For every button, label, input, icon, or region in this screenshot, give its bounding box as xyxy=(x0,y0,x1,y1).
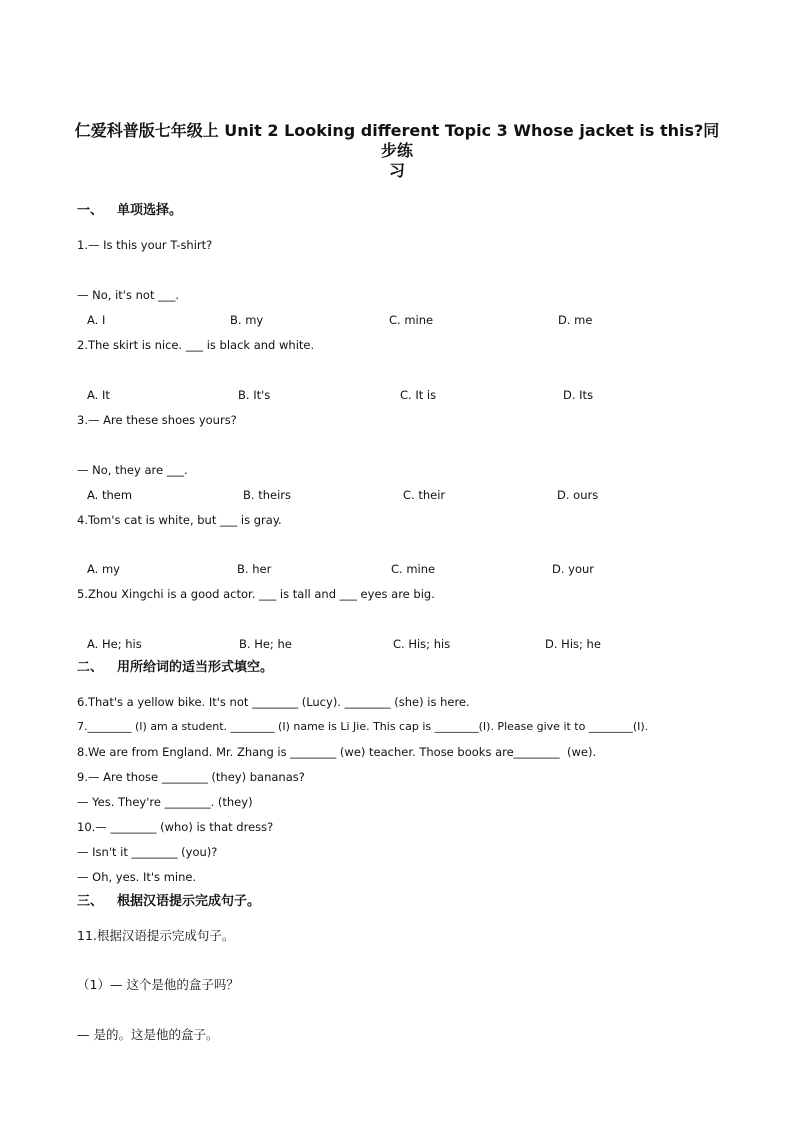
section-3-number: 三、 xyxy=(77,894,104,909)
question-4-option-d: D. your xyxy=(552,562,595,576)
question-3-option-b: B. theirs xyxy=(243,488,291,502)
question-1-option-d: D. me xyxy=(558,313,593,327)
fill-line: 8.We are from England. Mr. Zhang is ________ (we) teacher. Those books are________ (we). xyxy=(77,745,597,759)
question-5-option-c: C. His; his xyxy=(393,637,451,651)
question-3-stem: 3.— Are these shoes yours? xyxy=(77,413,237,427)
section-1-heading: 单项选择。 xyxy=(117,203,183,218)
question-2-option-c: C. It is xyxy=(400,388,437,402)
question-5-option-b: B. He; he xyxy=(239,637,292,651)
question-3-option-a: A. them xyxy=(87,488,133,502)
question-2-option-a: A. It xyxy=(87,388,110,402)
question-4-option-c: C. mine xyxy=(391,562,436,576)
fill-line: 6.That's a yellow bike. It's not ________ (Lucy). ________ (she) is here. xyxy=(77,695,470,709)
section-2-number: 二、 xyxy=(77,660,104,675)
section-2-heading: 用所给词的适当形式填空。 xyxy=(117,660,274,675)
question-1-option-a: A. I xyxy=(87,313,106,327)
section-3-heading: 根据汉语提示完成句子。 xyxy=(117,894,261,909)
question-2-option-b: B. It's xyxy=(238,388,271,402)
question-4-option-a: A. my xyxy=(87,562,120,576)
question-1-reply: — No, it's not ___. xyxy=(77,288,180,302)
question-11-part-1: （1）— 这个是他的盒子吗？ xyxy=(77,977,239,992)
question-2-option-d: D. Its xyxy=(563,388,594,402)
document-title-line-1: 仁爱科普版七年级上 Unit 2 Looking different Topic 3 Whose jacket is this?同步练 xyxy=(74,121,720,160)
question-5-option-a: A. He; his xyxy=(87,637,142,651)
fill-line: — Yes. They're ________. (they) xyxy=(77,795,253,809)
question-11-stem: 11.根据汉语提示完成句子。 xyxy=(77,928,235,943)
section-1-number: 一、 xyxy=(77,203,104,218)
fill-line: 9.— Are those ________ (they) bananas? xyxy=(77,770,305,784)
fill-line: 7.________ (I) am a student. ________ (I) name is Li Jie. This cap is ________(I). Please give it to ________(I). xyxy=(77,720,649,733)
document-title-line-2: 习 xyxy=(388,161,405,180)
question-1-option-b: B. my xyxy=(230,313,264,327)
question-3-option-c: C. their xyxy=(403,488,446,502)
question-3-option-d: D. ours xyxy=(557,488,599,502)
question-5-option-d: D. His; he xyxy=(545,637,601,651)
fill-line: — Oh, yes. It's mine. xyxy=(77,870,197,884)
question-3-reply: — No, they are ___. xyxy=(77,463,188,477)
question-1-stem: 1.— Is this your T-shirt? xyxy=(77,238,213,252)
fill-line: — Isn't it ________ (you)? xyxy=(77,845,218,859)
question-11-part-1-reply: — 是的。这是他的盒子。 xyxy=(77,1027,219,1042)
question-5-stem: 5.Zhou Xingchi is a good actor. ___ is tall and ___ eyes are big. xyxy=(77,587,435,601)
question-2-stem: 2.The skirt is nice. ___ is black and white. xyxy=(77,338,315,352)
fill-line: 10.— ________ (who) is that dress? xyxy=(77,820,274,834)
question-1-option-c: C. mine xyxy=(389,313,434,327)
question-4-stem: 4.Tom's cat is white, but ___ is gray. xyxy=(77,513,282,527)
question-4-option-b: B. her xyxy=(237,562,272,576)
